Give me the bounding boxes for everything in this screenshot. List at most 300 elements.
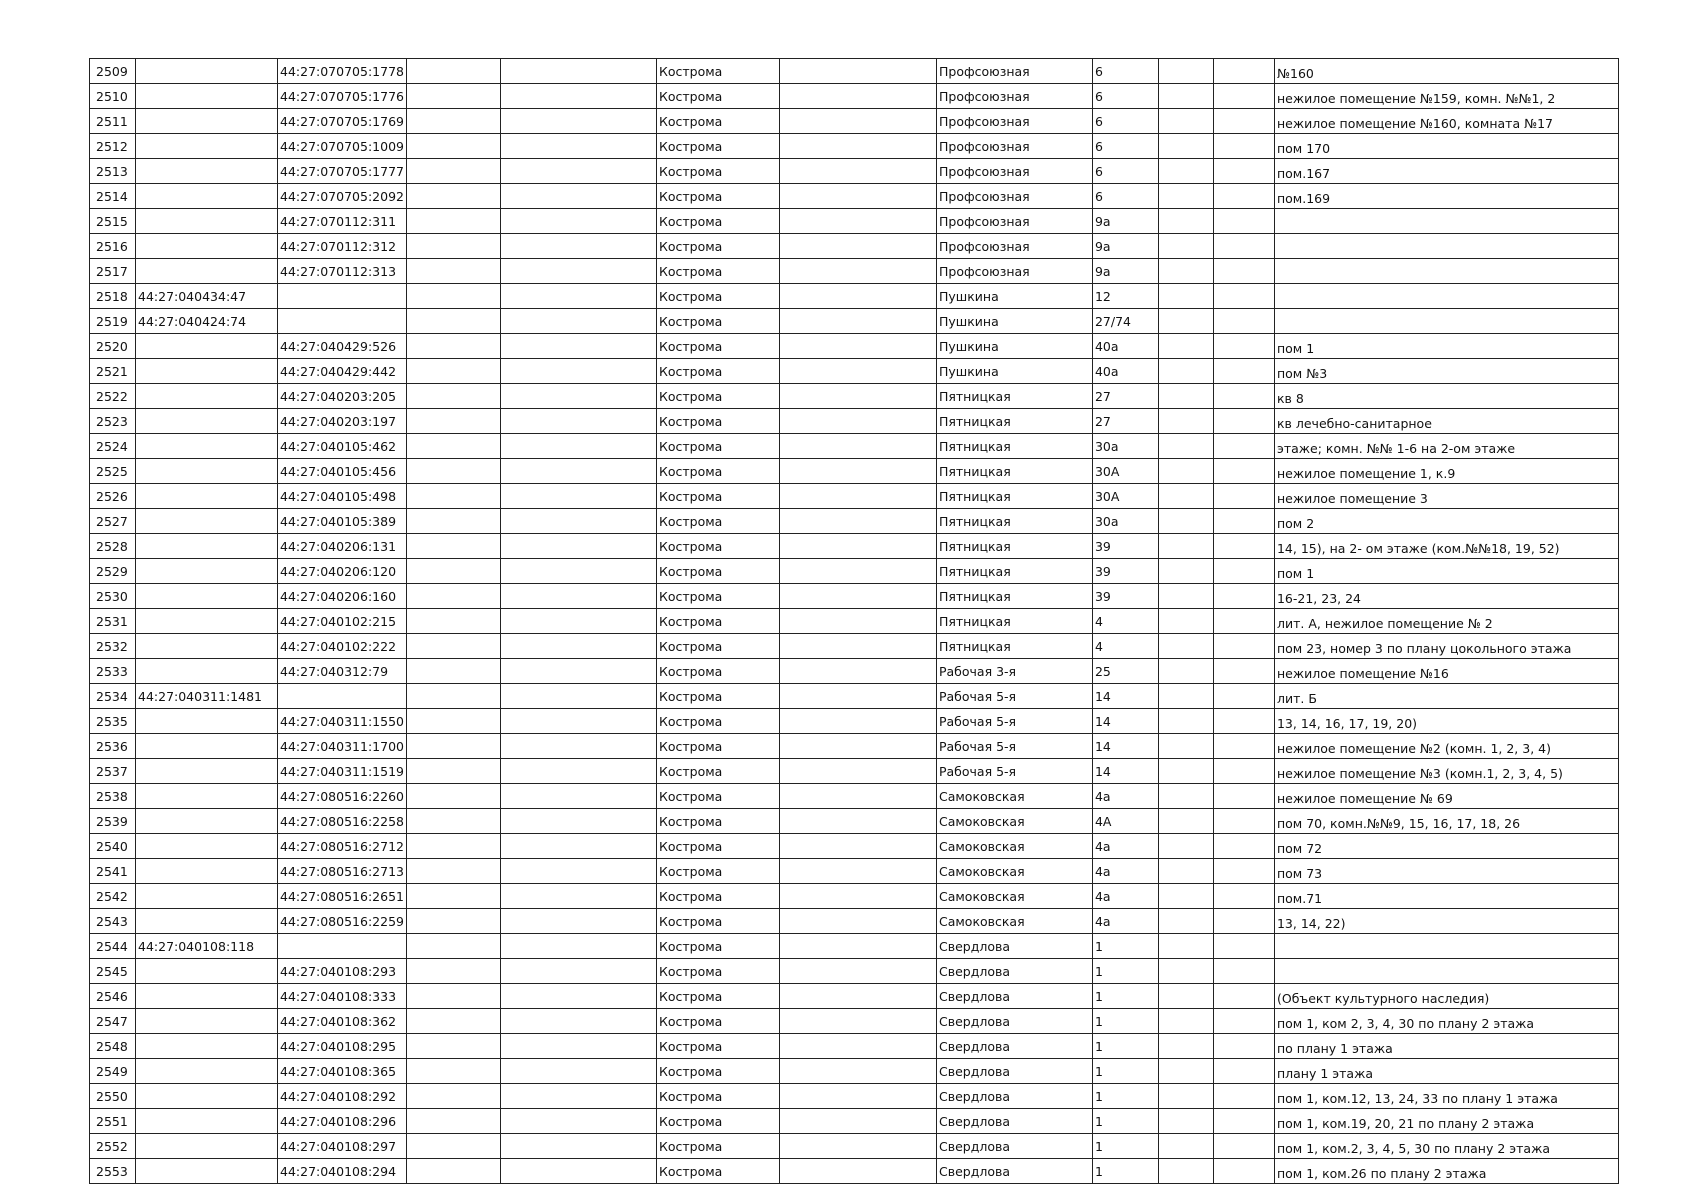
city-cell: Кострома [656,1159,779,1184]
empty-cell [1213,934,1274,959]
empty-cell [500,384,656,409]
empty-cell [1158,234,1213,259]
street-cell: Пушкина [936,284,1092,309]
street-cell: Профсоюзная [936,59,1092,84]
table-row [90,109,1619,134]
premises-note-cell: пом.71 [1274,884,1618,909]
empty-cell [1158,634,1213,659]
empty-cell [1213,434,1274,459]
empty-cell [406,959,500,984]
empty-cell [779,409,936,434]
empty-cell [779,309,936,334]
table-row [90,984,1619,1009]
empty-cell [406,584,500,609]
city-cell: Кострома [656,434,779,459]
city-cell: Кострома [656,759,779,784]
premises-note-cell: нежилое помещение №159, комн. №№1, 2 [1274,84,1618,109]
street-cell: Профсоюзная [936,184,1092,209]
row-number-cell: 2513 [90,159,136,184]
empty-cell [1158,584,1213,609]
empty-cell [779,334,936,359]
empty-cell [406,459,500,484]
street-cell: Профсоюзная [936,134,1092,159]
premises-note-cell: пом.169 [1274,184,1618,209]
row-number-cell: 2528 [90,534,136,559]
empty-cell [1213,1059,1274,1084]
empty-cell [406,784,500,809]
city-cell: Кострома [656,909,779,934]
land-cadastral-number-cell [136,259,278,284]
row-number-cell: 2530 [90,584,136,609]
empty-cell [406,534,500,559]
empty-cell [779,159,936,184]
house-number-cell: 4а [1092,834,1158,859]
land-cadastral-number-cell [136,1034,278,1059]
empty-cell [1158,159,1213,184]
land-cadastral-number-cell [136,234,278,259]
row-number-cell: 2526 [90,484,136,509]
premises-note-cell: пом 1, ком.19, 20, 21 по плану 2 этажа [1274,1109,1618,1134]
premises-cadastral-number-cell [278,309,407,334]
empty-cell [500,159,656,184]
empty-cell [406,1109,500,1134]
empty-cell [1158,1034,1213,1059]
empty-cell [1158,609,1213,634]
empty-cell [406,1009,500,1034]
empty-cell [1213,209,1274,234]
city-cell: Кострома [656,884,779,909]
table-row [90,759,1619,784]
premises-cadastral-number-cell: 44:27:040108:365 [278,1059,407,1084]
street-cell: Самоковская [936,784,1092,809]
premises-note-cell: пом 23, номер 3 по плану цокольного этажа [1274,634,1618,659]
premises-note-cell: пом 72 [1274,834,1618,859]
table-row [90,784,1619,809]
empty-cell [1158,334,1213,359]
land-cadastral-number-cell [136,459,278,484]
row-number-cell: 2550 [90,1084,136,1109]
row-number-cell: 2532 [90,634,136,659]
empty-cell [500,234,656,259]
house-number-cell: 1 [1092,1134,1158,1159]
premises-note-cell: №160 [1274,59,1618,84]
table-row [90,659,1619,684]
premises-note-cell: нежилое помещение № 69 [1274,784,1618,809]
city-cell: Кострома [656,859,779,884]
empty-cell [779,609,936,634]
city-cell: Кострома [656,209,779,234]
house-number-cell: 40а [1092,334,1158,359]
empty-cell [406,334,500,359]
land-cadastral-number-cell [136,1109,278,1134]
land-cadastral-number-cell [136,809,278,834]
row-number-cell: 2533 [90,659,136,684]
land-cadastral-number-cell [136,834,278,859]
city-cell: Кострома [656,259,779,284]
house-number-cell: 4а [1092,859,1158,884]
empty-cell [500,284,656,309]
row-number-cell: 2548 [90,1034,136,1059]
premises-cadastral-number-cell: 44:27:040108:294 [278,1159,407,1184]
premises-cadastral-number-cell: 44:27:040105:498 [278,484,407,509]
land-cadastral-number-cell [136,884,278,909]
premises-cadastral-number-cell: 44:27:070112:311 [278,209,407,234]
premises-cadastral-number-cell: 44:27:040311:1550 [278,709,407,734]
land-cadastral-number-cell [136,734,278,759]
land-cadastral-number-cell [136,59,278,84]
city-cell: Кострома [656,109,779,134]
empty-cell [1158,309,1213,334]
empty-cell [779,834,936,859]
city-cell: Кострома [656,359,779,384]
house-number-cell: 1 [1092,1084,1158,1109]
empty-cell [1213,734,1274,759]
premises-cadastral-number-cell: 44:27:080516:2259 [278,909,407,934]
empty-cell [406,109,500,134]
premises-note-cell [1274,309,1618,334]
empty-cell [1158,859,1213,884]
empty-cell [500,484,656,509]
empty-cell [779,284,936,309]
premises-cadastral-number-cell: 44:27:040203:205 [278,384,407,409]
empty-cell [500,109,656,134]
street-cell: Самоковская [936,859,1092,884]
city-cell: Кострома [656,809,779,834]
empty-cell [779,1009,936,1034]
premises-cadastral-number-cell: 44:27:070705:2092 [278,184,407,209]
table-row [90,209,1619,234]
empty-cell [1213,159,1274,184]
premises-cadastral-number-cell: 44:27:080516:2713 [278,859,407,884]
empty-cell [1158,1159,1213,1184]
house-number-cell: 1 [1092,1159,1158,1184]
row-number-cell: 2516 [90,234,136,259]
street-cell: Пятницкая [936,534,1092,559]
house-number-cell: 1 [1092,1109,1158,1134]
empty-cell [1158,1109,1213,1134]
empty-cell [406,834,500,859]
land-cadastral-number-cell [136,184,278,209]
house-number-cell: 27 [1092,384,1158,409]
house-number-cell: 4а [1092,784,1158,809]
premises-note-cell: пом 70, комн.№№9, 15, 16, 17, 18, 26 [1274,809,1618,834]
empty-cell [1158,359,1213,384]
table-row [90,834,1619,859]
empty-cell [500,1134,656,1159]
empty-cell [779,259,936,284]
house-number-cell: 9а [1092,234,1158,259]
premises-cadastral-number-cell: 44:27:070705:1777 [278,159,407,184]
land-cadastral-number-cell [136,609,278,634]
premises-note-cell: пом 1 [1274,559,1618,584]
city-cell: Кострома [656,709,779,734]
empty-cell [500,684,656,709]
street-cell: Профсоюзная [936,109,1092,134]
premises-cadastral-number-cell: 44:27:040206:160 [278,584,407,609]
street-cell: Пушкина [936,359,1092,384]
table-row [90,309,1619,334]
row-number-cell: 2512 [90,134,136,159]
house-number-cell: 27/74 [1092,309,1158,334]
empty-cell [500,534,656,559]
table-row [90,259,1619,284]
empty-cell [1213,959,1274,984]
land-cadastral-number-cell [136,859,278,884]
row-number-cell: 2523 [90,409,136,434]
empty-cell [500,584,656,609]
house-number-cell: 1 [1092,959,1158,984]
empty-cell [1158,509,1213,534]
city-cell: Кострома [656,1034,779,1059]
table-row [90,609,1619,634]
empty-cell [1158,134,1213,159]
house-number-cell: 6 [1092,184,1158,209]
premises-note-cell: пом 73 [1274,859,1618,884]
table-row [90,909,1619,934]
empty-cell [779,234,936,259]
premises-cadastral-number-cell: 44:27:070112:313 [278,259,407,284]
premises-cadastral-number-cell: 44:27:070112:312 [278,234,407,259]
street-cell: Пятницкая [936,484,1092,509]
premises-note-cell: по плану 1 этажа [1274,1034,1618,1059]
premises-note-cell: пом 2 [1274,509,1618,534]
row-number-cell: 2535 [90,709,136,734]
empty-cell [1213,84,1274,109]
empty-cell [1158,809,1213,834]
empty-cell [1213,259,1274,284]
empty-cell [1213,134,1274,159]
street-cell: Пятницкая [936,459,1092,484]
empty-cell [1158,184,1213,209]
empty-cell [500,1159,656,1184]
row-number-cell: 2531 [90,609,136,634]
empty-cell [406,484,500,509]
premises-cadastral-number-cell: 44:27:040206:131 [278,534,407,559]
empty-cell [1213,634,1274,659]
empty-cell [1213,759,1274,784]
empty-cell [500,559,656,584]
empty-cell [406,159,500,184]
empty-cell [779,809,936,834]
empty-cell [1213,1009,1274,1034]
premises-cadastral-number-cell: 44:27:040429:442 [278,359,407,384]
empty-cell [500,659,656,684]
street-cell: Пятницкая [936,409,1092,434]
street-cell: Свердлова [936,1084,1092,1109]
empty-cell [1158,959,1213,984]
row-number-cell: 2543 [90,909,136,934]
street-cell: Свердлова [936,1109,1092,1134]
empty-cell [500,609,656,634]
house-number-cell: 1 [1092,1034,1158,1059]
empty-cell [500,984,656,1009]
house-number-cell: 6 [1092,109,1158,134]
empty-cell [1213,409,1274,434]
street-cell: Пятницкая [936,609,1092,634]
table-row [90,1109,1619,1134]
city-cell: Кострома [656,59,779,84]
premises-cadastral-number-cell: 44:27:040429:526 [278,334,407,359]
land-cadastral-number-cell [136,134,278,159]
table-row [90,59,1619,84]
premises-cadastral-number-cell: 44:27:040312:79 [278,659,407,684]
premises-cadastral-number-cell: 44:27:040206:120 [278,559,407,584]
table-row [90,359,1619,384]
row-number-cell: 2544 [90,934,136,959]
empty-cell [1158,709,1213,734]
land-cadastral-number-cell [136,109,278,134]
table-row [90,509,1619,534]
empty-cell [1158,784,1213,809]
land-cadastral-number-cell [136,1059,278,1084]
empty-cell [1213,359,1274,384]
empty-cell [779,959,936,984]
house-number-cell: 1 [1092,1059,1158,1084]
land-cadastral-number-cell [136,759,278,784]
empty-cell [779,1084,936,1109]
empty-cell [779,359,936,384]
empty-cell [779,109,936,134]
premises-note-cell: пом 1 [1274,334,1618,359]
land-cadastral-number-cell [136,584,278,609]
land-cadastral-number-cell [136,1159,278,1184]
premises-note-cell: нежилое помещение №3 (комн.1, 2, 3, 4, 5) [1274,759,1618,784]
empty-cell [779,709,936,734]
premises-cadastral-number-cell: 44:27:040311:1700 [278,734,407,759]
empty-cell [500,209,656,234]
table-row [90,434,1619,459]
house-number-cell: 1 [1092,934,1158,959]
empty-cell [1158,559,1213,584]
street-cell: Самоковская [936,884,1092,909]
premises-cadastral-number-cell: 44:27:040108:297 [278,1134,407,1159]
empty-cell [1158,1134,1213,1159]
empty-cell [779,134,936,159]
empty-cell [1213,659,1274,684]
empty-cell [779,859,936,884]
premises-note-cell: пом 1, ком.12, 13, 24, 33 по плану 1 этажа [1274,1084,1618,1109]
city-cell: Кострома [656,609,779,634]
street-cell: Свердлова [936,984,1092,1009]
city-cell: Кострома [656,384,779,409]
table-body [90,59,1619,1184]
empty-cell [406,634,500,659]
empty-cell [779,634,936,659]
city-cell: Кострома [656,1109,779,1134]
city-cell: Кострома [656,1009,779,1034]
empty-cell [779,734,936,759]
table-row [90,284,1619,309]
empty-cell [406,234,500,259]
city-cell: Кострома [656,84,779,109]
empty-cell [406,759,500,784]
empty-cell [1213,784,1274,809]
table-row [90,709,1619,734]
city-cell: Кострома [656,134,779,159]
empty-cell [779,684,936,709]
row-number-cell: 2525 [90,459,136,484]
city-cell: Кострома [656,834,779,859]
premises-cadastral-number-cell: 44:27:040102:222 [278,634,407,659]
empty-cell [406,1034,500,1059]
premises-cadastral-number-cell: 44:27:040311:1519 [278,759,407,784]
empty-cell [779,484,936,509]
empty-cell [1158,659,1213,684]
empty-cell [1158,109,1213,134]
empty-cell [1213,559,1274,584]
land-cadastral-number-cell [136,209,278,234]
house-number-cell: 4 [1092,634,1158,659]
row-number-cell: 2534 [90,684,136,709]
empty-cell [406,259,500,284]
empty-cell [1158,684,1213,709]
land-cadastral-number-cell [136,1009,278,1034]
house-number-cell: 14 [1092,684,1158,709]
city-cell: Кострома [656,509,779,534]
table-row [90,584,1619,609]
city-cell: Кострома [656,284,779,309]
street-cell: Профсоюзная [936,159,1092,184]
premises-cadastral-number-cell [278,284,407,309]
table-row [90,484,1619,509]
street-cell: Свердлова [936,1134,1092,1159]
land-cadastral-number-cell [136,484,278,509]
row-number-cell: 2524 [90,434,136,459]
street-cell: Пятницкая [936,384,1092,409]
premises-note-cell: нежилое помещение №16 [1274,659,1618,684]
row-number-cell: 2541 [90,859,136,884]
land-cadastral-number-cell [136,709,278,734]
street-cell: Рабочая 5-я [936,734,1092,759]
premises-note-cell: нежилое помещение №2 (комн. 1, 2, 3, 4) [1274,734,1618,759]
empty-cell [1158,934,1213,959]
empty-cell [779,559,936,584]
empty-cell [1158,909,1213,934]
premises-note-cell: пом №3 [1274,359,1618,384]
premises-cadastral-number-cell: 44:27:080516:2651 [278,884,407,909]
empty-cell [500,934,656,959]
street-cell: Самоковская [936,834,1092,859]
house-number-cell: 4 [1092,609,1158,634]
city-cell: Кострома [656,309,779,334]
premises-cadastral-number-cell: 44:27:040108:292 [278,1084,407,1109]
house-number-cell: 14 [1092,734,1158,759]
empty-cell [1158,259,1213,284]
empty-cell [406,84,500,109]
row-number-cell: 2551 [90,1109,136,1134]
table-row [90,384,1619,409]
premises-note-cell [1274,259,1618,284]
table-row [90,1009,1619,1034]
empty-cell [779,1159,936,1184]
row-number-cell: 2519 [90,309,136,334]
empty-cell [779,209,936,234]
empty-cell [1158,434,1213,459]
house-number-cell: 4а [1092,884,1158,909]
empty-cell [500,909,656,934]
empty-cell [1213,309,1274,334]
land-cadastral-number-cell [136,784,278,809]
empty-cell [500,759,656,784]
table-row [90,1159,1619,1184]
empty-cell [406,909,500,934]
row-number-cell: 2552 [90,1134,136,1159]
premises-cadastral-number-cell: 44:27:040108:293 [278,959,407,984]
empty-cell [779,909,936,934]
empty-cell [406,184,500,209]
empty-cell [500,84,656,109]
empty-cell [500,459,656,484]
